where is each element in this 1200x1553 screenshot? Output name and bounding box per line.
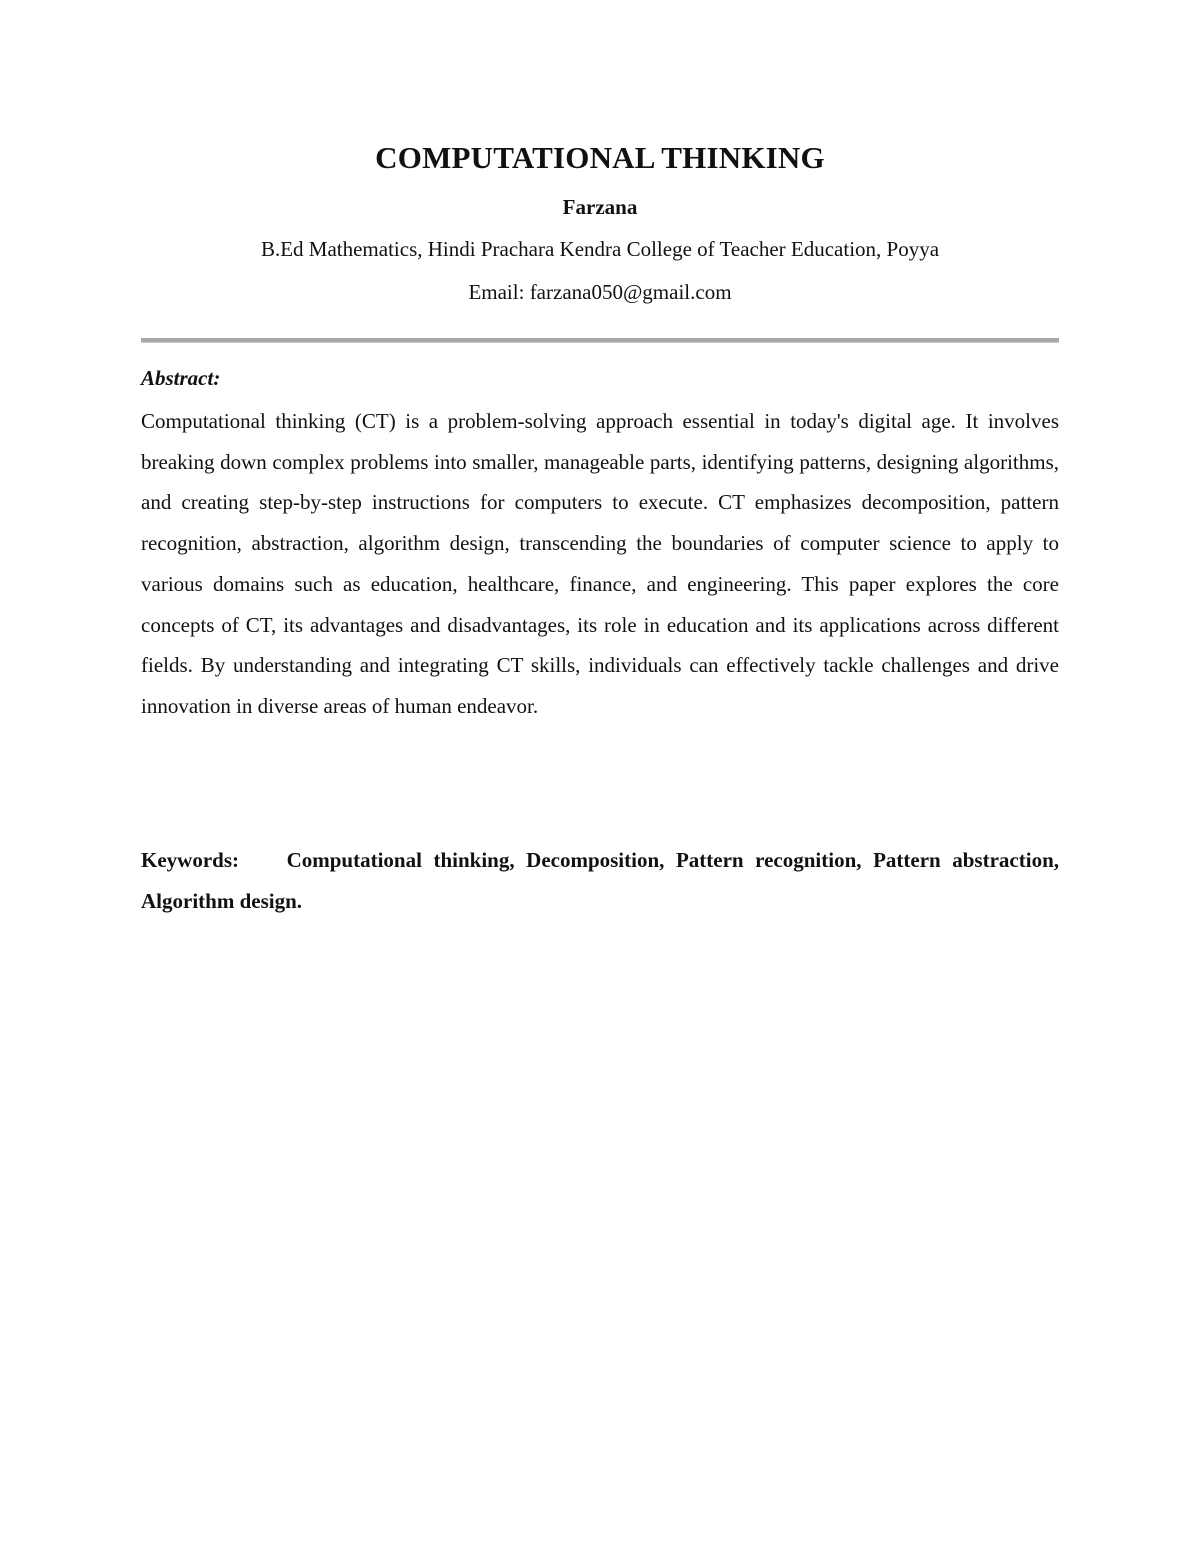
abstract-body: Computational thinking (CT) is a problem-solving approach essential in today's digital age. It involves breaking down complex problems into smaller, manageable parts, identifying patterns, designing algorithms, and creating step-by-step instructions for computers to execute. CT emphasizes decomposition, pattern recognition, abstraction, algorithm design, transcending the boundaries of computer science to apply to various domains such as education, healthcare, finance, and engineering. This paper explores the core concepts of CT, its advantages and disadvantages, its role in education and its applications across different fields. By understanding and integrating CT skills, individuals can effectively tackle challenges and drive innovation in diverse areas of human endeavor. bbox=[141, 409, 1059, 718]
author-email: Email: farzana050@gmail.com bbox=[468, 280, 732, 304]
keywords-section bbox=[141, 840, 1059, 921]
keywords-list: Computational thinking, Decomposition, Pattern recognition, Pattern abstraction, Algorithm design. bbox=[141, 848, 1060, 913]
keywords-label: Keywords: bbox=[141, 848, 239, 872]
author-name: Farzana bbox=[562, 195, 638, 219]
author-affiliation: B.Ed Mathematics, Hindi Prachara Kendra College of Teacher Education, Poyya bbox=[260, 237, 940, 261]
abstract-heading: Abstract: bbox=[141, 366, 221, 390]
header-divider bbox=[141, 338, 1059, 343]
paper-title: COMPUTATIONAL THINKING bbox=[375, 140, 825, 175]
